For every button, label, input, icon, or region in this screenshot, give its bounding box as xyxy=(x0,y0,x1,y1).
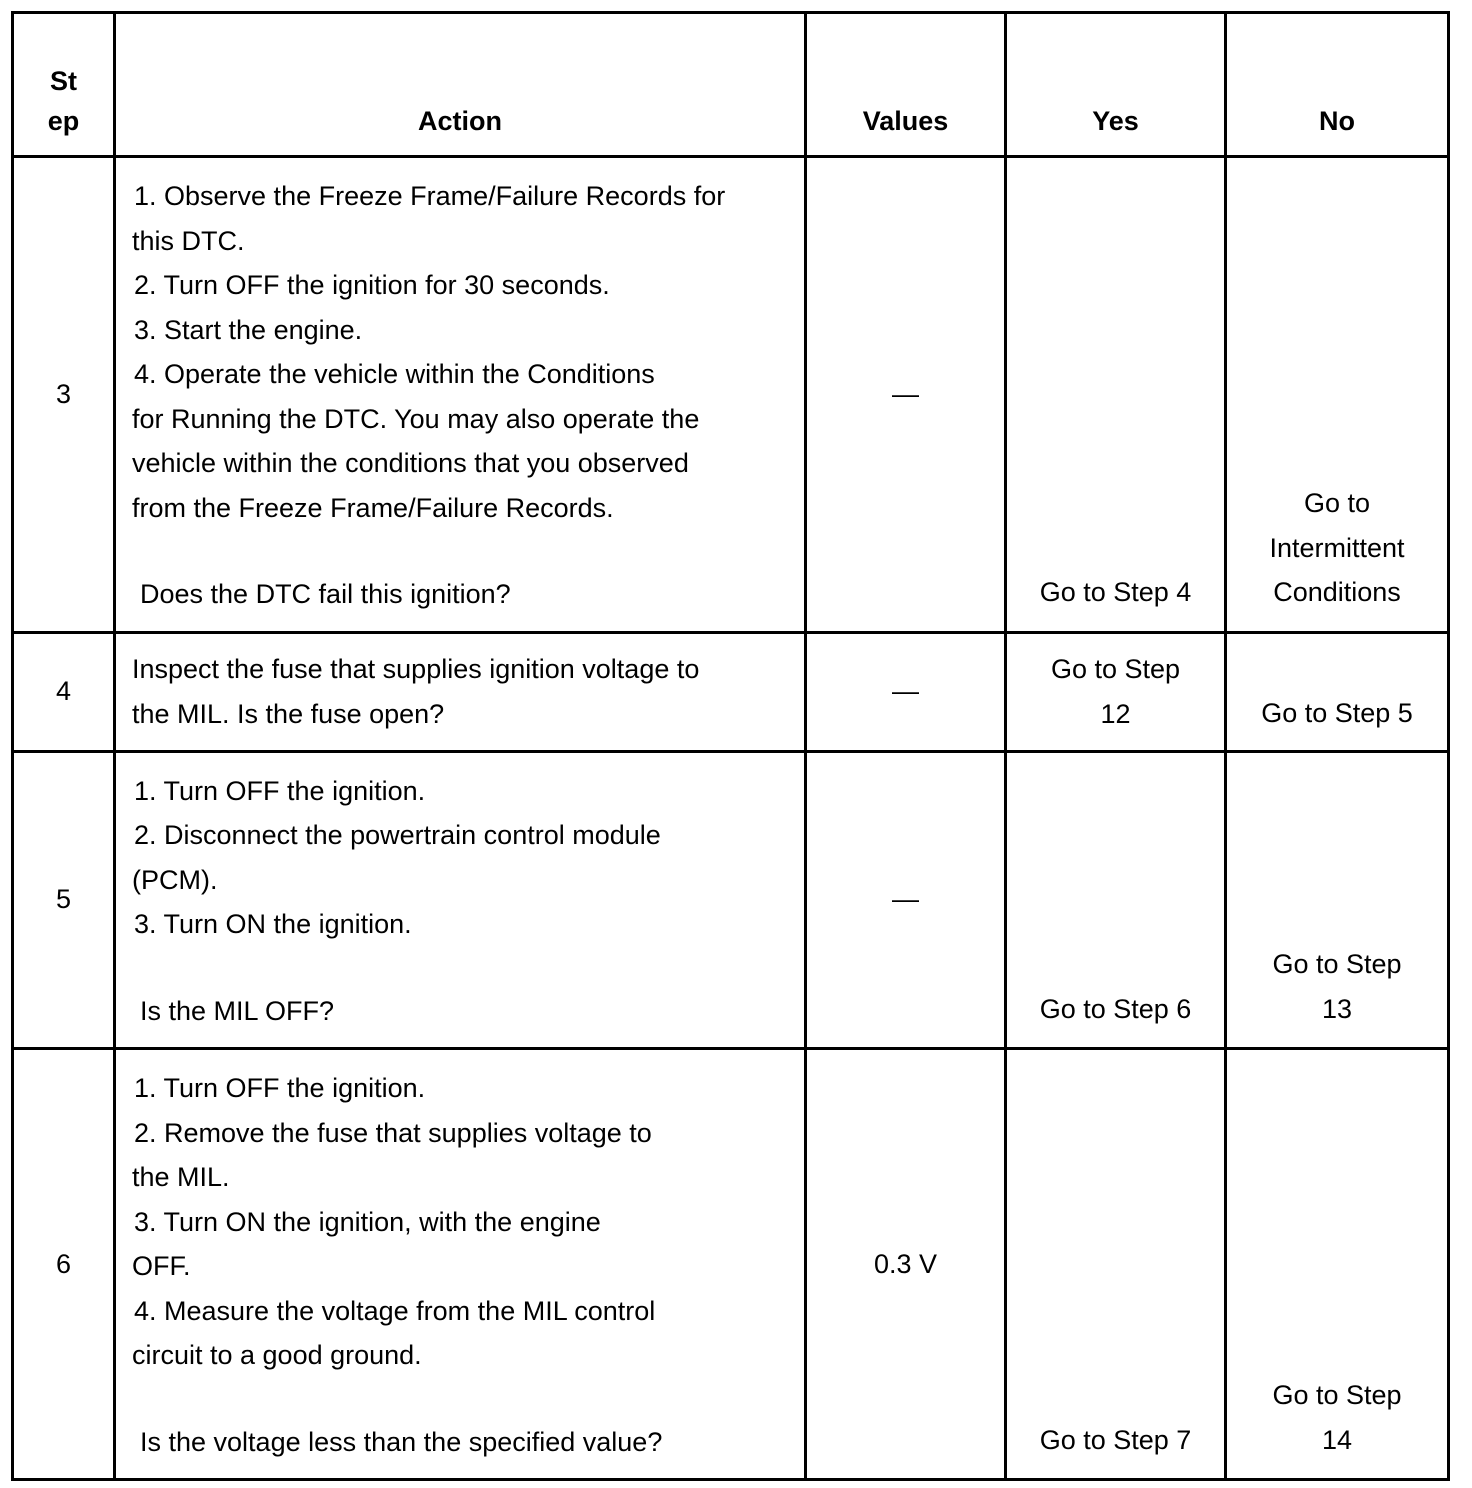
action-line: 1. Observe the Freeze Frame/Failure Records for xyxy=(134,181,726,211)
header-no: No xyxy=(1226,13,1449,157)
table-row xyxy=(13,751,1449,1049)
step-number: 6 xyxy=(13,1049,115,1480)
yes-line: Go to Step xyxy=(1050,654,1181,684)
no-line: Go to Step xyxy=(1272,1380,1402,1410)
spacer xyxy=(132,530,794,572)
yes-line: Go to Step 7 xyxy=(1039,1424,1192,1455)
table-row xyxy=(13,632,1449,751)
no-line: Intermittent xyxy=(1269,532,1405,563)
action-cell xyxy=(115,157,806,633)
action-line: 2. Disconnect the powertrain control module xyxy=(134,820,661,850)
action-question: Does the DTC fail this ignition? xyxy=(140,579,511,609)
no-line: Go to xyxy=(1303,488,1371,518)
no-cell xyxy=(1226,751,1449,1049)
table-row xyxy=(13,1049,1449,1480)
no-line: 14 xyxy=(1321,1424,1353,1455)
action-line: this DTC. xyxy=(132,225,245,256)
step-number: 5 xyxy=(13,751,115,1049)
yes-cell xyxy=(1006,751,1226,1049)
action-line: 4. Operate the vehicle within the Conditions xyxy=(134,359,655,389)
action-line: 3. Start the engine. xyxy=(134,314,363,345)
header-step-line-2: ep xyxy=(47,106,80,136)
header-step-line-1: St xyxy=(50,66,77,96)
action-line: 2. Turn OFF the ignition for 30 seconds. xyxy=(134,270,610,300)
action-cell xyxy=(115,632,806,751)
action-line: Inspect the fuse that supplies ignition voltage to xyxy=(132,654,700,684)
no-cell xyxy=(1226,632,1449,751)
value-cell: 0.3 V xyxy=(806,1049,1006,1480)
action-line: 1. Turn OFF the ignition. xyxy=(134,775,426,806)
action-cell xyxy=(115,1049,806,1480)
no-cell xyxy=(1226,1049,1449,1480)
header-step xyxy=(13,13,115,157)
spacer xyxy=(132,947,794,989)
spacer xyxy=(132,1378,794,1420)
yes-cell xyxy=(1006,157,1226,633)
value-cell: — xyxy=(806,751,1006,1049)
value-cell: — xyxy=(806,632,1006,751)
no-line: Go to Step 5 xyxy=(1261,698,1413,729)
header-action: Action xyxy=(115,13,806,157)
action-line: 3. Turn ON the ignition, with the engine xyxy=(134,1206,601,1237)
yes-line: 12 xyxy=(1100,698,1131,729)
action-line: OFF. xyxy=(132,1251,191,1281)
action-cell xyxy=(115,751,806,1049)
yes-cell xyxy=(1006,632,1226,751)
action-line: 2. Remove the fuse that supplies voltage to xyxy=(134,1117,652,1148)
action-line: 4. Measure the voltage from the MIL control xyxy=(134,1295,656,1326)
no-cell xyxy=(1226,157,1449,633)
header-values: Values xyxy=(806,13,1006,157)
table-row xyxy=(13,157,1449,633)
action-line: 3. Turn ON the ignition. xyxy=(134,909,412,939)
step-number: 3 xyxy=(13,157,115,633)
action-line: the MIL. Is the fuse open? xyxy=(132,698,445,729)
action-line: for Running the DTC. You may also operate the xyxy=(132,403,700,434)
action-line: from the Freeze Frame/Failure Records. xyxy=(132,492,614,523)
step-number: 4 xyxy=(13,632,115,751)
header-row xyxy=(13,13,1449,157)
header-yes: Yes xyxy=(1006,13,1226,157)
diagnostic-table xyxy=(11,11,1450,1481)
action-line: circuit to a good ground. xyxy=(132,1340,422,1370)
action-line: vehicle within the conditions that you observed xyxy=(132,448,689,478)
yes-cell xyxy=(1006,1049,1226,1480)
action-line: (PCM). xyxy=(132,864,218,895)
action-question: Is the voltage less than the specified value? xyxy=(140,1426,663,1457)
action-line: 1. Turn OFF the ignition. xyxy=(134,1073,426,1103)
no-line: Conditions xyxy=(1273,577,1401,607)
no-line: Go to Step xyxy=(1272,949,1402,979)
action-question: Is the MIL OFF? xyxy=(140,995,335,1026)
value-cell: — xyxy=(806,157,1006,633)
yes-line: Go to Step 6 xyxy=(1039,993,1192,1024)
yes-line: Go to Step 4 xyxy=(1039,577,1192,607)
no-line: 13 xyxy=(1321,993,1353,1024)
action-line: the MIL. xyxy=(132,1162,230,1192)
